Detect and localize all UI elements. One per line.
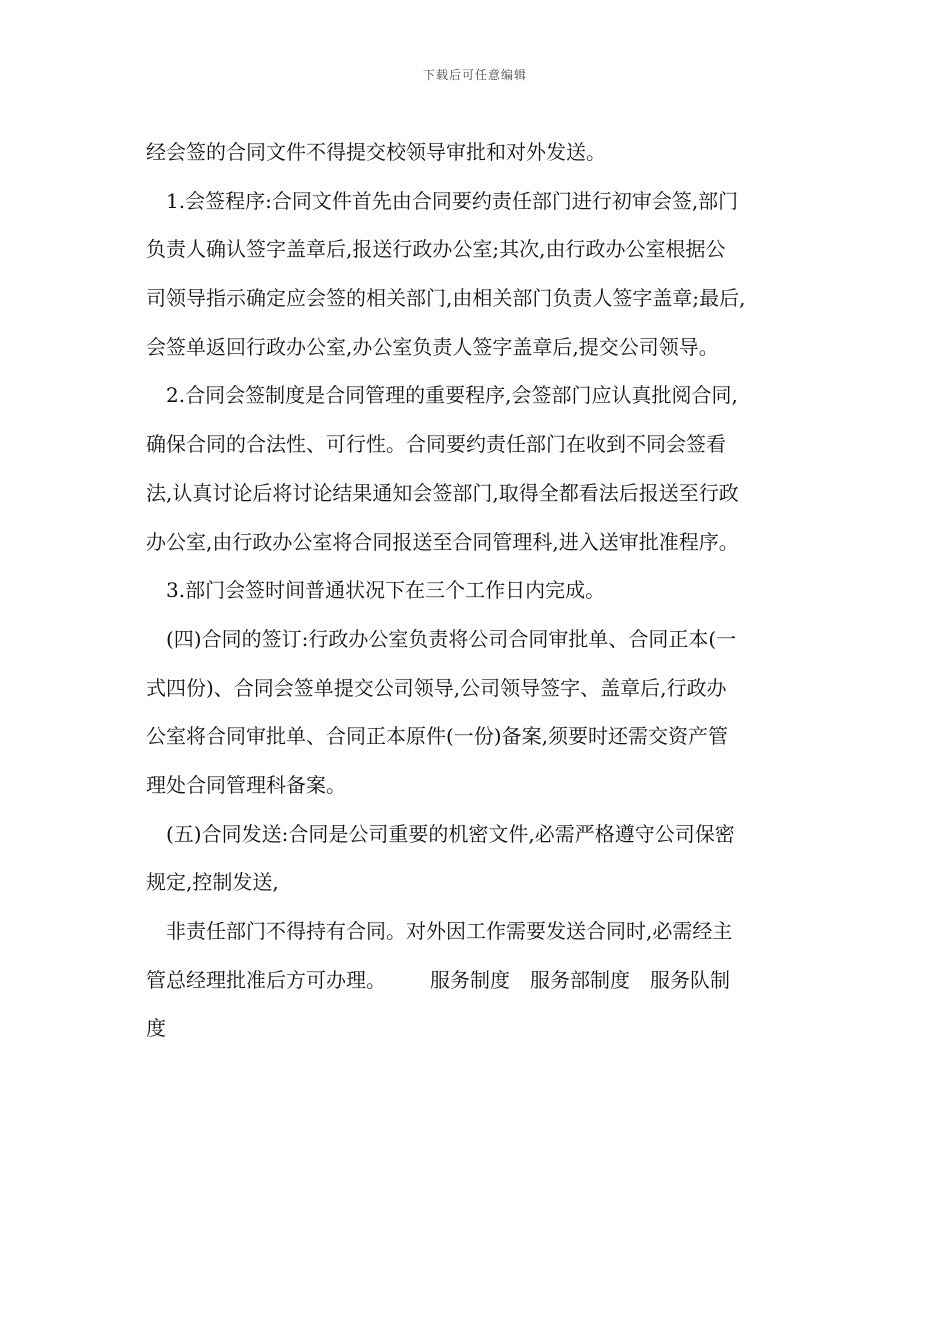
- paragraph-line: 负责人确认签字盖章后,报送行政办公室;其次,由行政办公室根据公: [146, 237, 726, 262]
- paragraph-line: 式四份)、合同会签单提交公司领导,公司领导签字、盖章后,行政办: [146, 675, 727, 700]
- page-header: 下载后可任意编辑: [422, 68, 527, 82]
- paragraph-line: 规定,控制发送,: [146, 870, 279, 895]
- paragraph-line: 1.会签程序:合同文件首先由合同要约责任部门进行初审会签,部门: [166, 188, 739, 213]
- paragraph-line: 司领导指示确定应会签的相关部门,由相关部门负责人签字盖章;最后,: [146, 286, 746, 311]
- paragraph-line: 3.部门会签时间普通状况下在三个工作日内完成。: [166, 578, 606, 603]
- link-service-dept-system[interactable]: 服务部制度: [530, 967, 630, 992]
- paragraph-line: 会签单返回行政办公室,办公室负责人签字盖章后,提交公司领导。: [146, 334, 719, 359]
- paragraph-line: (四)合同的签订:行政办公室负责将公司合同审批单、合同正本(一: [166, 626, 737, 651]
- paragraph-line: 非责任部门不得持有合同。对外因工作需要发送合同时,必需经主: [166, 919, 733, 943]
- link-service-system[interactable]: 服务制度: [430, 967, 510, 992]
- link-service-team-system[interactable]: 服务队制: [650, 967, 730, 992]
- paragraph-line: 法,认真讨论后将讨论结果通知会签部门,取得全都看法后报送至行政: [146, 480, 739, 505]
- document-body: [146, 128, 810, 1053]
- paragraph-text: 管总经理批准后方可办理。: [146, 967, 386, 992]
- paragraph-line: 确保合同的合法性、可行性。合同要约责任部门在收到不同会签看: [146, 432, 726, 457]
- paragraph-line: 理处合同管理科备案。: [146, 772, 346, 797]
- paragraph-line: 度: [146, 1016, 166, 1041]
- paragraph-line: (五)合同发送:合同是公司重要的机密文件,必需严格遵守公司保密: [166, 821, 735, 846]
- paragraph-line-with-links: [146, 956, 810, 1005]
- paragraph-line: 经会签的合同文件不得提交校领导审批和对外发送。: [146, 140, 606, 164]
- paragraph-line: 2.合同会签制度是合同管理的重要程序,会签部门应认真批阅合同,: [166, 383, 738, 408]
- paragraph-line: 公室将合同审批单、合同正本原件(一份)备案,须要时还需交资产管: [146, 724, 728, 749]
- paragraph-line: 办公室,由行政办公室将合同报送至合同管理科,进入送审批准程序。: [146, 529, 739, 554]
